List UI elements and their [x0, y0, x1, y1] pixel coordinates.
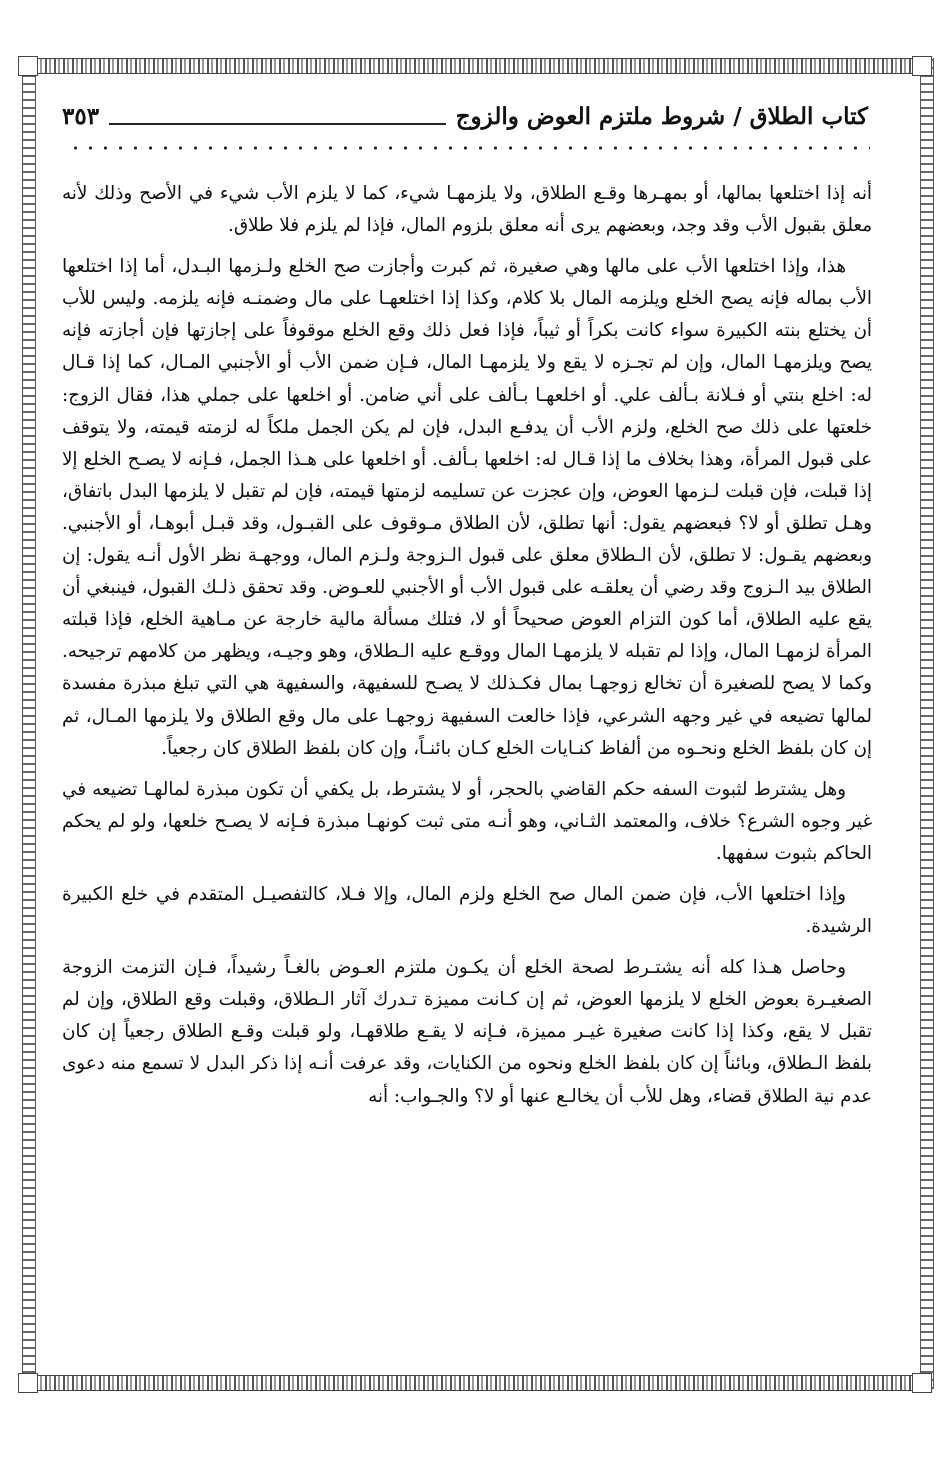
page-header — [62, 96, 868, 136]
ornamental-border-bottom — [18, 1375, 930, 1391]
page-number: ٣٥٣ — [62, 102, 100, 130]
dotted-separator — [68, 142, 870, 154]
frame-corner-bottom-right — [912, 1373, 932, 1393]
ornamental-border-left — [22, 58, 36, 1389]
paragraph-3: وهل يشترط لثبوت السفه حكم القاضي بالحجر، أو لا يشترط، بل يكفي أن تكون مبذرة لمالهـا تضيعه في غير وجوه الشرع؟ خلاف، والمعتمد الثـاني، وهو أنـه متى ثبت كونهـا مبذرة فـإنه لا يصـح خلعها، ولو لم يحكم الحاكم بثبوت سفهها. — [62, 778, 872, 864]
frame-corner-bottom-left — [18, 1373, 38, 1393]
header-rule — [109, 123, 446, 125]
paragraph-2: هذا، وإذا اختلعها الأب على مالها وهي صغيرة، ثم كبرت وأجازت صح الخلع ولـزمها البـدل، أما إذا اختلعها الأب بماله فإنه يصح الخلع ويلزمه المال بلا كلام، وكذا إذا اختلعهـا على مال وضمنـه فإنه يلزمه. وليس للأب أن يختلع بنته الكبيرة سواء كانت بكراً أو ثيباً، فإذا فعل ذلك وقع الخلع موقوفاً على إجازتها فإن أجازته فإنه يصح ويلزمهـا المال، وإن لم تجـزه لا يقع ولا يلزمهـا المال، فـإن ضمن الأب أو الأجنبي المـال، كما إذا قـال له: اخلع بنتي أو فـلانة بـألف علي. أو اخلعهـا بـألف على أني ضامن. أو اخلعها على جملي هذا، فقال الزوج: خلعتها على ذلك صح الخلع، ولزم الأب أن يدفـع البدل، فإن لم يكن الجمل ملكاً له لزمته قيمته، ولا يتوقف على قبول المرأة، وهذا بخلاف ما إذا قـال له: اخلعها بـألف. أو اخلعها على هـذا الجمل، فـإنه لا يصـح الخلع إلا إذا قبلت، فإن قبلت لـزمها العوض، وإن عجزت عن تسليمه لزمتها قيمته، فإن لم تقبل لا يلزمها البدل باتفاق، وهـل تطلق أو لا؟ فبعضهم يقول: أنها تطلق، لأن الطلاق مـوقوف على القبـول، وقد قبـل أبوهـا، أو الأجنبي. وبعضهم يقـول: لا تطلق، لأن الـطلاق معلق على قبول الـزوجة ولـزم المال، ووجهـة نظر الأول أنـه يقول: إن الطلاق بيد الـزوج وقد رضي أن يعلقـه على قبول الأب أو الأجنبي للعـوض. وقد تحقق ذلـك القبول، فينبغي أن يقع عليه الطلاق، أما كون التزام العوض صحيحاً أو لا، فتلك مسألة مالية خارجة عن مـاهية الخلع، فإذا قبلته المرأة لزمهـا المال، وإذا لم تقبله لا يلزمهـا المال ووقـع عليه الـطلاق، وهو وجيـه، ويظهر من كلامهم ترجيحه. وكما لا يصح للصغيرة أن تخالع زوجهـا بمال فكـذلك لا يصـح للسفيهة، والسفيهة هي التي تبلغ مبذرة مفسدة لمالها تضيعه في غير وجهه الشرعي، فإذا خالعت السفيهة زوجهـا على مال وقع الطلاق ولا يلزمها المـال، ثم إن كان بلفظ الخلع ونحـوه من ألفاظ كنـايات الخلع كـان بائنـاً، وإن كان بلفظ الطلاق كان رجعياً. — [62, 256, 872, 759]
running-title: كتاب الطلاق / شروط ملتزم العوض والزوج — [455, 102, 868, 130]
paragraph-5: وحاصل هـذا كله أنه يشتـرط لصحة الخلع أن يكـون ملتزم العـوض بالغـاً رشيداً، فـإن التزمت الزوجة الصغيـرة بعوض الخلع لا يلزمها العوض، ثم إن كـانت مميزة تـدرك آثار الـطلاق، وقبلت وقع الطلاق، وإن لم تقبل لا يقع، وكذا إذا كانت صغيرة غيـر مميزة، فـإنه لا يقـع طلاقهـا، ولو قبلت وقـع الطلاق رجعياً إن كان بلفظ الـطلاق، وبائناً إن كان بلفظ الخلع ونحوه من الكنايات، وقد عرفت أنـه إذا ذكر البدل لا تسمع منه دعوى عدم نية الطلاق قضاء، وهل للأب أن يخالـع عنها أو لا؟ والجـواب: أنه — [62, 957, 872, 1107]
page-body — [62, 178, 872, 1348]
paragraph-4: وإذا اختلعها الأب، فإن ضمن المال صح الخلع ولزم المال، وإلا فـلا، كالتفصيـل المتقدم في خلع الكبيرة الرشيدة. — [62, 883, 872, 938]
frame-corner-top-right — [912, 56, 932, 76]
ornamental-border-right — [920, 58, 934, 1389]
paragraph-1: أنه إذا اختلعها بمالها، أو بمهـرها وقـع الطلاق، ولا يلزمهـا شيء، كما لا يلزم الأب شيء في الأصح وذلك لأنه معلق بقبول الأب وقد وجد، وبعضهم يرى أنه معلق بلزوم المال، فإذا لم يلزم فلا طلاق. — [62, 183, 872, 237]
frame-corner-top-left — [18, 56, 38, 76]
ornamental-border-top — [18, 58, 930, 74]
